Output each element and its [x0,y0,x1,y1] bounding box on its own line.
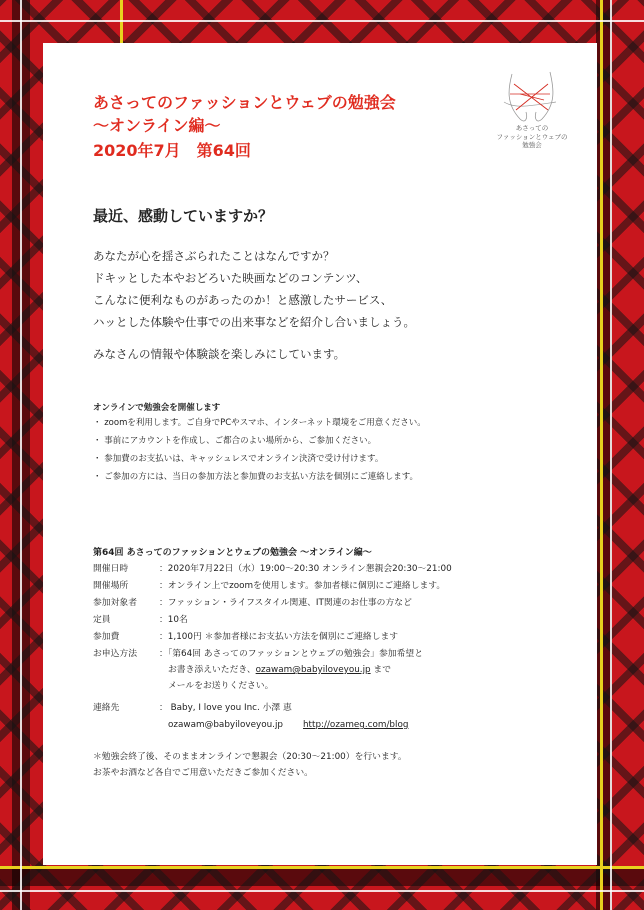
detail-key: 開催場所 [93,581,129,591]
tartan-stripe [0,866,644,869]
apply-line3: メールをお送りください。 [168,681,274,691]
online-bullet: ・ zoomを利用します。ご自身でPCやスマホ、インターネット環境をご用意ください。 [93,418,426,428]
contact-url-link[interactable]: http://ozameg.com/blog [302,720,409,730]
detail-key: 参加費 [93,632,120,642]
intro-paragraph [93,245,563,333]
detail-row-datetime [93,563,452,575]
apply-text: まで [370,665,391,675]
contact-email: ozawam@babyiloveyou.jp [168,720,283,730]
event-title-line2: 〜オンライン編〜 [93,116,221,135]
tartan-stripe [0,20,644,22]
logo-caption-line: あさっての [515,124,549,132]
apply-text: お書き添えいただき、 [168,665,256,675]
intro-line: ドキッとした本やおどろいた映画などのコンテンツ、 [93,271,368,285]
intro-headline: 最近、感動していますか？ [93,207,274,225]
detail-row-fee [93,631,398,643]
detail-value: ： Baby, I love you Inc. 小澤 恵 [159,703,292,713]
detail-key: お申込方法 [93,649,137,659]
event-title-line1: あさってのファッションとウェブの勉強会 [93,93,396,112]
detail-row-contact [93,702,292,714]
event-title-line3: 2020年7月 第64回 [93,141,251,160]
tartan-stripe [610,0,612,910]
logo-caption-line: 勉強会 [522,141,542,149]
detail-value: ：ファッション・ライフスタイル関連、IT関連のお仕事の方など [159,598,412,608]
intro-line: こんなに便利なものがあったのか！と感激したサービス、 [93,293,393,307]
detail-value: ：10名 [159,615,188,625]
tartan-stripe [600,0,603,910]
tartan-stripe [0,890,644,892]
footer-note-line2: お茶やお酒など各自でご用意いただきご参加ください。 [93,768,313,778]
online-bullet: ・ ご参加の方には、当日の参加方法と参加費のお支払い方法を個別にご連絡します。 [93,472,419,482]
hands-string-logo-icon [490,64,570,174]
detail-row-audience [93,597,412,609]
intro-line: ハッとした体験や仕事での出来事などを紹介し合いましょう。 [93,315,415,329]
detail-key: 連絡先 [93,703,120,713]
detail-row-capacity [93,614,188,626]
intro-closing: みなさんの情報や体験談を楽しみにしています。 [93,347,346,361]
detail-key: 開催日時 [93,564,129,574]
detail-value: ：オンライン上でzoomを使用します。参加者様に個別にご連絡します。 [159,581,446,591]
detail-key: 定員 [93,615,111,625]
online-section-title: オンラインで勉強会を開催します [93,403,221,413]
tartan-stripe [20,0,22,910]
online-bullet: ・ 参加費のお支払いは、キャッシュレスでオンライン決済で受け付けます。 [93,454,384,464]
event-details-title: 第64回 あさってのファッションとウェブの勉強会 〜オンライン編〜 [93,548,372,558]
footer-note-line1: ＊勉強会終了後、そのままオンラインで懇親会（20:30〜21:00）を行います。 [93,752,407,762]
logo-caption [484,124,580,150]
detail-value: ：1,100円 ＊参加者様にお支払い方法を個別にご連絡します [159,632,399,642]
apply-email-link[interactable]: ozawam@babyiloveyou.jp [255,665,371,675]
apply-line2 [168,664,391,676]
detail-value: ：「第64回 あさってのファッションとウェブの勉強会」参加希望と [159,649,423,659]
detail-key: 参加対象者 [93,598,137,608]
detail-row-apply [93,648,423,660]
intro-line: あなたが心を揺さぶられたことはなんですか？ [93,249,335,263]
online-bullet: ・ 事前にアカウントを作成し、ご都合のよい場所から、ご参加ください。 [93,436,377,446]
detail-row-venue [93,580,445,592]
contact-line2 [168,719,408,731]
detail-value: ：2020年7月22日（水）19:00〜20:30 オンライン懇親会20:30〜21:00 [159,564,452,574]
logo-caption-line: ファッションとウェブの [496,132,568,141]
